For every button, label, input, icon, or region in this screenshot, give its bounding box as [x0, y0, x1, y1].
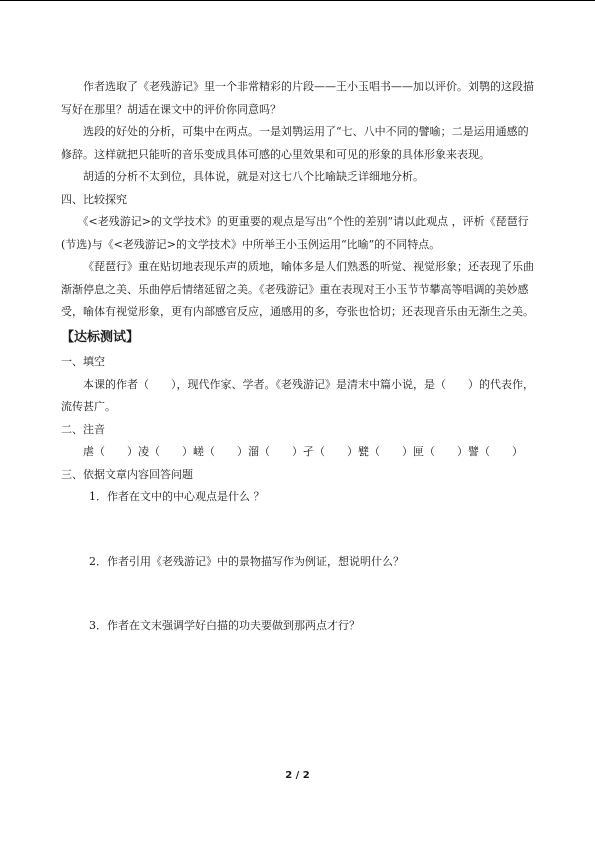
paragraph-3: 胡适的分析不太到位，具体说，就是对这七八个比喻缺乏详细地分析。 [83, 170, 424, 183]
document-page [61, 76, 539, 638]
paragraph-2: 选段的好处的分析，可集中在两点。一是刘鹗运用了“七、八中不同的譬喻；二是运用通感的修辞。这样就把只能听的音乐变成具体可感的心里效果和可见的形象的具体形象来表现。 [61, 125, 529, 161]
page-top-rule [0, 0, 595, 1]
question-3: 3．作者在文末强调学好白描的功夫要做到那两点才行？ [89, 619, 360, 632]
page-number: 2 / 2 [285, 770, 310, 781]
pinyin-items: 虐（ ）凌（ ）嵯（ ）溜（ ）孑（ ）甓（ ）匣（ ）譬（ ） [83, 445, 523, 458]
paragraph-1: 作者选取了《老残游记》里一个非常精彩的片段——王小玉唱书——加以评价。刘鹗的这段描写好在那里？胡适在课文中的评价你同意吗？ [61, 80, 534, 116]
heading-pinyin: 二、注音 [61, 422, 105, 436]
answer-space-2 [61, 573, 539, 615]
heading-fill-blank: 一、填空 [61, 355, 105, 368]
heading-questions: 三、依据文章内容回答问题 [61, 467, 193, 481]
paragraph-4: 《<老残游记>的文学技术》的更重要的观点是写出“个性的差别”请以此观点 ，评析《琵琶行(节选)与《<老残游记>的文学技术》中所举王小玉例运用“比喻”的不同特点。 [61, 215, 529, 251]
question-2: 2．作者引用《老残游记》中的景物描写作为例证，想说明什么？ [89, 554, 404, 568]
fill-blank-text: 本课的作者（ ），现代作家、学者。《老残游记》是清末中篇小说，是（ ）的代表作，流传甚广。 [61, 377, 534, 413]
paragraph-5: 《琵琶行》重在贴切地表现乐声的质地，喻体多是人们熟悉的听觉、视觉形象；还表现了乐曲渐渐停息之美、乐曲停后情绪延留之美。《老残游记》重在表现对王小玉节节攀高等唱调的美妙感受，喻体有视觉形象，更有内部感官反应，通感用的多，夸张也恰切；还表现音乐由无渐生之美。 [61, 260, 534, 318]
answer-space-1 [61, 509, 539, 551]
heading-comparison: 四、比较探究 [61, 192, 127, 206]
section-title-test: 【达标测试】 [61, 329, 140, 345]
question-1: 1．作者在文中的中心观点是什么 ？ [89, 490, 265, 503]
